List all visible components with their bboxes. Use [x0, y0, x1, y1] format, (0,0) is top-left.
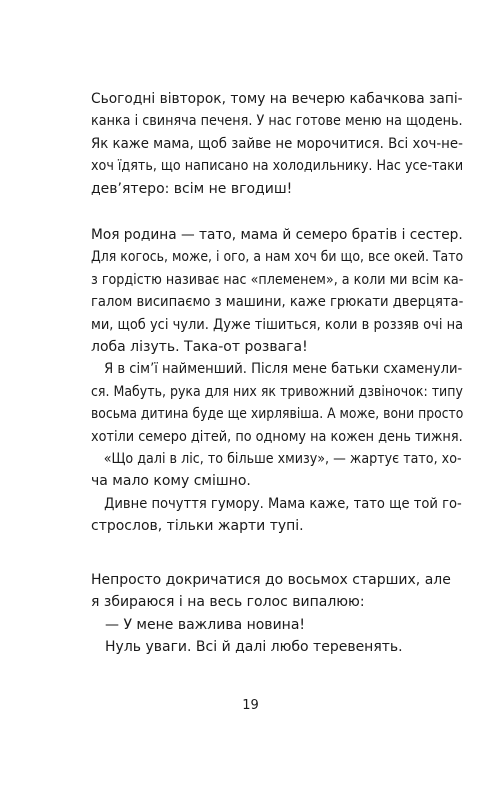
text-line: восьма дитина буде ще хирлявіша. А може, вони просто: [91, 406, 464, 423]
text-line: строслов, тільки жарти тупі.: [91, 518, 304, 535]
text-line: ча мало кому смішно.: [91, 473, 251, 490]
text-line: Непросто докричатися до восьмох старших, але: [91, 572, 451, 588]
text-line: ми, щоб усі чули. Дуже тішиться, коли в роззяв очі на: [91, 316, 464, 333]
text-line: хотіли семеро дітей, по одному на кожен день тижня.: [91, 428, 463, 445]
paragraph-block-3: [91, 569, 463, 659]
text-line: Сьогодні вівторок, тому на вечерю кабачкова запі-: [91, 91, 463, 107]
paragraph-block-2: [91, 224, 463, 537]
text-line: Моя родина — тато, мама й семеро братів і сестер.: [91, 227, 463, 243]
text-line: Для когось, може, і ого, а нам хоч би що, все окей. Тато: [91, 249, 464, 266]
text-line: Нуль уваги. Всі й далі любо теревенять.: [105, 639, 403, 656]
text-line: лоба лізуть. Така-от розвага!: [91, 338, 308, 355]
text-line: галом висипаємо з машини, каже грюкати дверцята-: [91, 294, 464, 311]
text-line: хоч їдять, що написано на холодильнику. Нас усе-таки: [91, 158, 464, 175]
text-line: дев’ятеро: всім не вгодиш!: [91, 180, 293, 197]
text-line: ся. Мабуть, рука для них як тривожний дзвіночок: типу: [91, 383, 463, 400]
text-line: — У мене важлива новина!: [105, 616, 306, 633]
text-line: я збираюся і на весь голос випалюю:: [91, 594, 365, 611]
text-line: канка і свиняча печеня. У нас готове меню на щодень.: [91, 113, 463, 130]
text-line: Я в сім’ї найменший. Після мене батьки схаменули-: [104, 361, 463, 378]
paragraph-block-1: [91, 88, 463, 200]
text-line: з гордістю називає нас «племенем», а коли ми всім ка-: [91, 271, 464, 288]
text-line: Дивне почуття гумору. Мама каже, тато ще той го-: [104, 495, 462, 512]
page-number: 19: [242, 698, 259, 713]
text-line: «Що далі в ліс, то більше хмизу», — жартує тато, хо-: [103, 450, 462, 467]
text-line: Як каже мама, щоб зайве не морочитися. Всі хоч-не-: [91, 135, 463, 152]
